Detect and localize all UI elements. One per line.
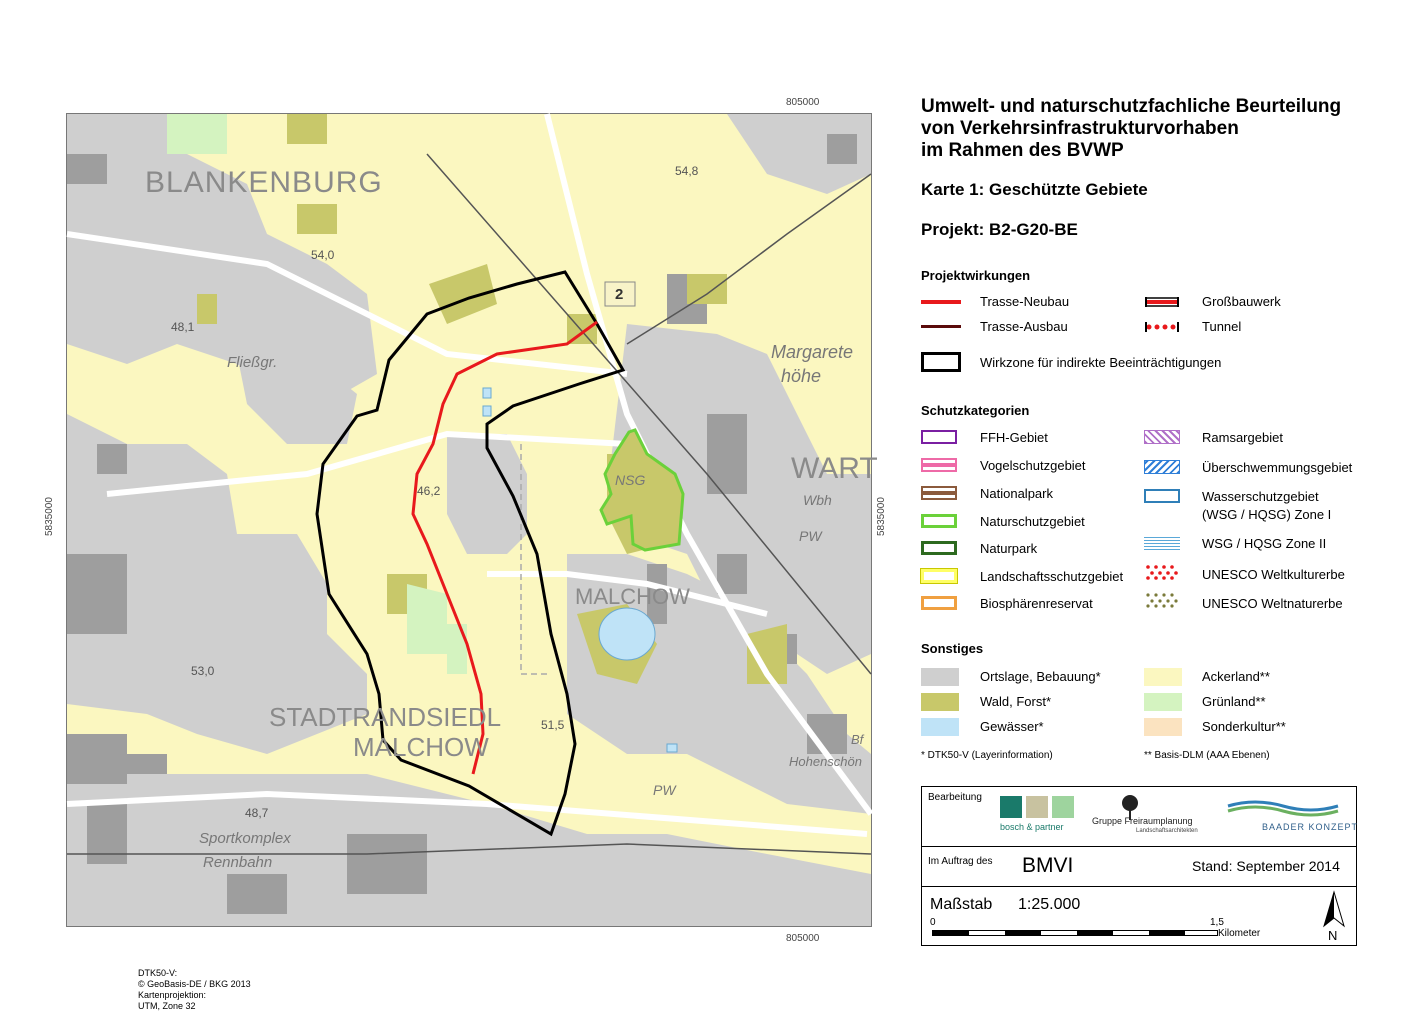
legend-label: Biosphärenreservat [980,596,1093,611]
legend-label: Wirkzone für indirekte Beeinträchtigungen [980,355,1222,370]
legend-heading-schutzkategorien: Schutzkategorien [921,403,1030,418]
legend-label: Trasse-Ausbau [980,319,1068,334]
legend-label: UNESCO Weltnaturerbe [1202,596,1343,611]
legend-label: Ackerland** [1202,669,1270,684]
coord-top: 805000 [786,97,820,108]
label-pw-north: PW [799,528,822,544]
label-hoehe: höhe [781,366,822,386]
auftrag-label: Im Auftrag des [928,856,993,867]
swatch-trasse-ausbau [921,325,961,328]
legend-label: Wasserschutzgebiet [1202,489,1319,504]
map-subtitle: Karte 1: Geschützte Gebiete [921,180,1148,199]
legend-label: Großbauwerk [1202,294,1281,309]
swatch-sonderkultur [1144,718,1182,736]
swatch-weltkulturerbe [1144,564,1180,580]
logo-bosch-block-1 [1000,796,1022,818]
label-pw-south: PW [653,782,676,798]
scale-start: 0 [930,917,936,928]
swatch-nationalpark [921,486,957,500]
label-wbh: Wbh [803,492,832,508]
scale-bar [932,930,1218,936]
legend-label: Ortslage, Bebauung* [980,669,1101,684]
swatch-ffh [921,430,957,444]
label-fliessgraben: Fließgr. [227,354,278,371]
divider [921,846,1357,847]
legend-label: Trasse-Neubau [980,294,1070,309]
legend-label: Naturpark [980,541,1038,556]
legend-label: Tunnel [1202,319,1242,334]
logo-freiraum-sub: Landschaftsarchitekten [1136,828,1198,834]
label-blankenburg: BLANKENBURG [145,166,383,199]
legend-label: Überschwemmungsgebiet [1202,460,1353,475]
label-sportkomplex: Sportkomplex [199,830,291,847]
coord-bottom: 805000 [786,933,820,944]
label-nsg: NSG [615,472,646,488]
elevation-label: 48,7 [245,806,269,820]
swatch-wsg-zone2 [1144,536,1180,550]
label-margarete: Margarete [771,342,854,362]
coord-left: 5835000 [44,497,55,536]
logo-bosch-block-2 [1026,796,1048,818]
scale-end: 1,5 [1210,917,1224,928]
label-bf: Bf [851,732,864,747]
divider [921,886,1357,887]
swatch-vogelschutz [921,458,957,472]
scale-unit: Kilometer [1218,928,1261,939]
label-wart: WART [791,452,878,485]
legend-label: Naturschutzgebiet [980,514,1085,529]
legend-label: Grünland** [1202,694,1266,709]
elevation-label: 51,5 [541,718,565,732]
legend-label: Gewässer* [980,719,1044,734]
legend-label: Wald, Forst* [980,694,1052,709]
coord-right: 5835000 [876,497,887,536]
swatch-ramsar [1144,430,1180,444]
logo-bosch-text: bosch & partner [1000,822,1064,832]
footnote-dtk: * DTK50-V (Layerinformation) [921,750,1053,761]
label-malchow: MALCHOW [575,584,690,609]
logo-bosch-block-3 [1052,796,1074,818]
swatch-gruenland [1144,693,1182,711]
map-credits: DTK50-V: © GeoBasis-DE / BKG 2013 Kartenprojektion: UTM, Zone 32 [135,966,265,1014]
legend-label: (WSG / HQSG) Zone I [1202,507,1332,522]
legend-label: FFH-Gebiet [980,430,1048,445]
legend-heading-projektwirkungen: Projektwirkungen [921,268,1031,283]
elevation-label: 46,2 [417,484,441,498]
legend-label: UNESCO Weltkulturerbe [1202,567,1345,582]
elevation-label: 54,0 [311,248,335,262]
bearbeitung-label: Bearbeitung [928,792,982,803]
logo-baader-text: BAADER KONZEPT [1262,822,1359,832]
label-stadtrandsiedl: STADTRANDSIEDL [269,702,502,732]
swatch-naturschutzgebiet [921,514,957,528]
swatch-trasse-neubau [921,300,961,304]
label-malchow-south: MALCHOW [353,732,489,762]
swatch-landschaftsschutz [921,569,957,583]
north-label: N [1328,928,1338,943]
project-id: Projekt: B2-G20-BE [921,220,1078,239]
logo-freiraum-text: Gruppe Freiraumplanung [1092,816,1193,826]
swatch-grossbauwerk [1144,295,1180,307]
auftrag-value: BMVI [1022,854,1074,877]
swatch-biosphaere [921,596,957,610]
swatch-ortslage [921,668,959,686]
waves-icon [1228,798,1338,818]
massstab-value: 1:25.000 [1018,896,1081,913]
label-hohenschoen: Hohenschön [789,754,862,769]
map-title: Umwelt- und naturschutzfachliche Beurteilung von Verkehrsinfrastrukturvorhaben im Rahmen des BVWP [921,96,1342,161]
swatch-tunnel [1144,320,1180,332]
legend-label: Ramsargebiet [1202,430,1283,445]
elevation-label: 54,8 [675,164,699,178]
stand-text: Stand: September 2014 [1192,858,1340,874]
legend-heading-sonstiges: Sonstiges [921,641,984,656]
legend-label: Nationalpark [980,486,1053,501]
swatch-wsg-zone1 [1144,489,1180,503]
elevation-label: 48,1 [171,320,195,334]
north-arrow-icon [1322,892,1346,928]
label-rennbahn: Rennbahn [203,854,273,871]
footnote-dlm: ** Basis-DLM (AAA Ebenen) [1144,750,1270,761]
swatch-naturpark [921,541,957,555]
legend-label: Landschaftsschutzgebiet [980,569,1124,584]
road-number-sign: 2 [615,286,624,303]
legend-label: Sonderkultur** [1202,719,1286,734]
massstab-label: Maßstab [930,896,993,913]
legend-label: Vogelschutzgebiet [980,458,1086,473]
map-canvas [67,114,871,926]
legend-label: WSG / HQSG Zone II [1202,536,1327,551]
swatch-ueberschwemmung [1144,460,1180,474]
swatch-wirkzone [921,352,961,372]
swatch-gewaesser [921,718,959,736]
elevation-label: 53,0 [191,664,215,678]
swatch-ackerland [1144,668,1182,686]
swatch-wald [921,693,959,711]
swatch-weltnaturerbe [1144,592,1180,608]
